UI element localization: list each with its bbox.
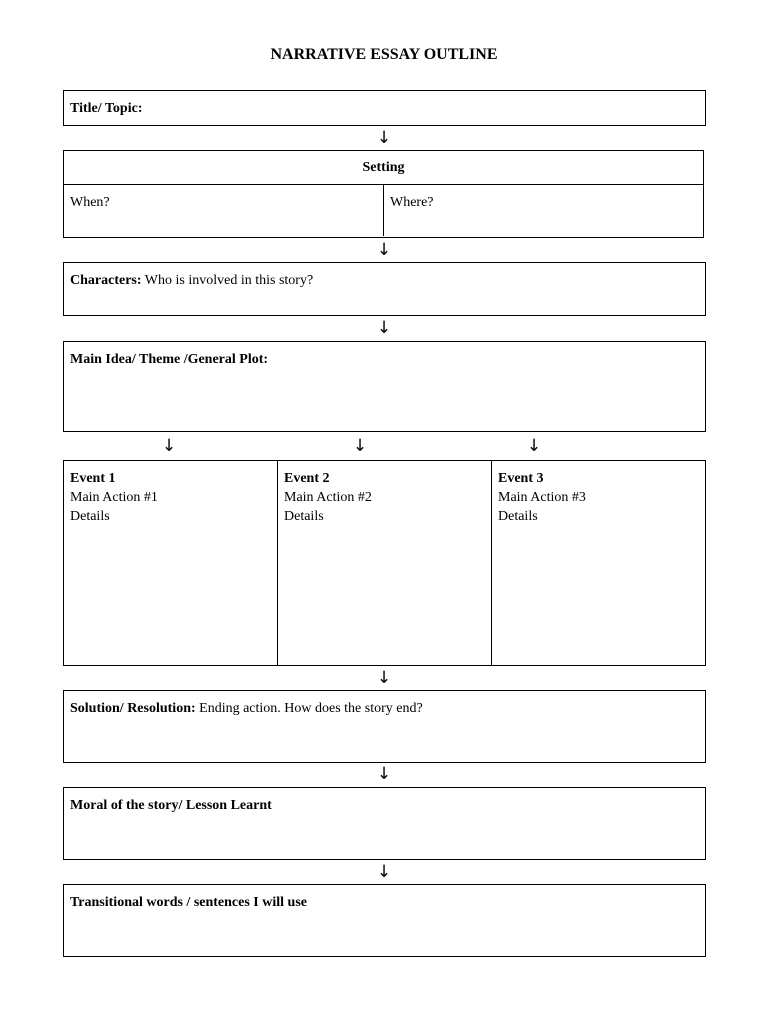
solution-prompt: Ending action. How does the story end? [195, 701, 423, 716]
event-1-action: Main Action #1 [70, 490, 158, 505]
setting-box [63, 150, 704, 238]
moral-box[interactable] [63, 787, 706, 860]
event-2-cell[interactable] [277, 461, 491, 665]
transitional-box[interactable] [63, 884, 706, 957]
transitional-label: Transitional words / sentences I will use [70, 895, 307, 910]
event-3-title: Event 3 [498, 471, 544, 486]
event-3-cell[interactable] [491, 461, 705, 665]
characters-label: Characters: [70, 273, 142, 288]
characters-prompt: Who is involved in this story? [141, 273, 314, 288]
setting-when-cell[interactable] [64, 185, 384, 236]
main-idea-label: Main Idea/ Theme /General Plot: [70, 352, 269, 367]
flow-arrow: ↓ [376, 862, 392, 882]
characters-box[interactable] [63, 262, 706, 316]
flow-arrow: ↓ [352, 436, 368, 456]
flow-arrow: ↓ [376, 668, 392, 688]
flow-arrow: ↓ [376, 318, 392, 338]
flow-arrow: ↓ [376, 764, 392, 784]
flow-arrow: ↓ [376, 128, 392, 148]
title-topic-box[interactable] [63, 90, 706, 126]
setting-header: Setting [64, 151, 703, 185]
flow-arrow: ↓ [161, 436, 177, 456]
title-topic-label: Title/ Topic: [70, 101, 143, 116]
solution-label: Solution/ Resolution: [70, 701, 196, 716]
moral-label: Moral of the story/ Lesson Learnt [70, 798, 272, 813]
main-idea-box[interactable] [63, 341, 706, 432]
setting-where-cell[interactable] [384, 185, 703, 236]
event-3-action: Main Action #3 [498, 490, 586, 505]
flow-arrow: ↓ [526, 436, 542, 456]
event-1-title: Event 1 [70, 471, 116, 486]
solution-box[interactable] [63, 690, 706, 763]
page-title: NARRATIVE ESSAY OUTLINE [270, 46, 498, 63]
event-2-action: Main Action #2 [284, 490, 372, 505]
setting-when-label: When? [70, 195, 110, 210]
event-1-cell[interactable] [64, 461, 277, 665]
events-box [63, 460, 706, 666]
event-2-details: Details [284, 509, 324, 524]
event-3-details: Details [498, 509, 538, 524]
event-2-title: Event 2 [284, 471, 330, 486]
event-1-details: Details [70, 509, 110, 524]
setting-where-label: Where? [390, 195, 434, 210]
flow-arrow: ↓ [376, 240, 392, 260]
